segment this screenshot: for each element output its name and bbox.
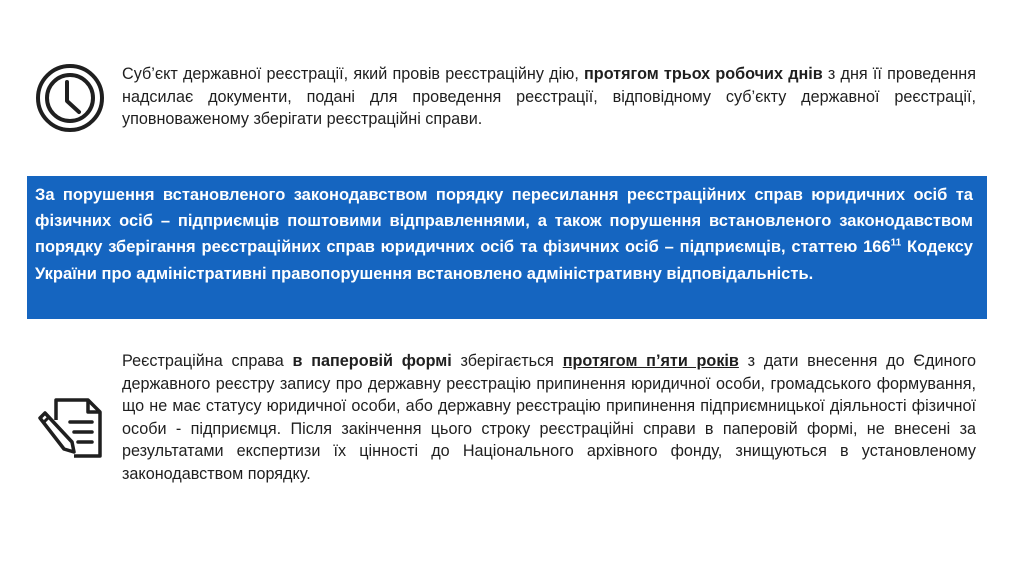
storage-note-paper-form: в паперовій формі	[292, 352, 452, 370]
storage-note-period: протягом п’яти років	[562, 352, 739, 370]
banner-article-superscript: 11	[890, 237, 902, 249]
banner-text-before: За порушення встановленого законодавством порядку пересилання реєстраційних справ юридичних осіб та фізичних осіб – підприємців поштовими відправленнями, а також порушення встановленого законодавством порядку зберігання реєстраційних справ юридичних осіб та фізичних осіб – підприємців, статтею 166	[35, 186, 973, 257]
banner-text-after: Кодексу України про адміністративні правопорушення встановлено адміністративну відповідальність.	[35, 238, 973, 283]
storage-note-paragraph	[122, 350, 976, 485]
storage-note-text-2: зберігається	[451, 352, 563, 370]
clock-note-paragraph	[122, 63, 976, 131]
storage-note-text-1: Реєстраційна справа	[122, 352, 293, 370]
document-pen-icon	[34, 392, 106, 464]
clock-note-deadline: протягом трьох робочих днів	[584, 65, 823, 83]
storage-note-text-3: з дати внесення до Єдиного державного реєстру запису про державну реєстрацію припинення юридичної особи, громадського формування, що не має статусу юридичної особи, або державну реєстрацію припинення підприємницької діяльності фізичної особи - підприємця. Після закінчення цього строку реєстраційні справи в паперовій формі, не внесені за результатами експертизи їх цінності до Національного архівного фонду, знищуються в установленому законодавством порядку.	[122, 352, 977, 483]
liability-banner-text	[35, 182, 973, 287]
liability-banner	[27, 176, 987, 319]
clock-note-text-before: Суб’єкт державної реєстрації, який провів реєстраційну дію,	[122, 65, 585, 83]
clock-note-text-after: з дня її проведення надсилає документи, подані для проведення реєстрації, відповідному суб’єкту державної реєстрації, уповноваженому зберігати реєстраційні справи.	[122, 65, 976, 128]
clock-icon	[34, 62, 106, 134]
